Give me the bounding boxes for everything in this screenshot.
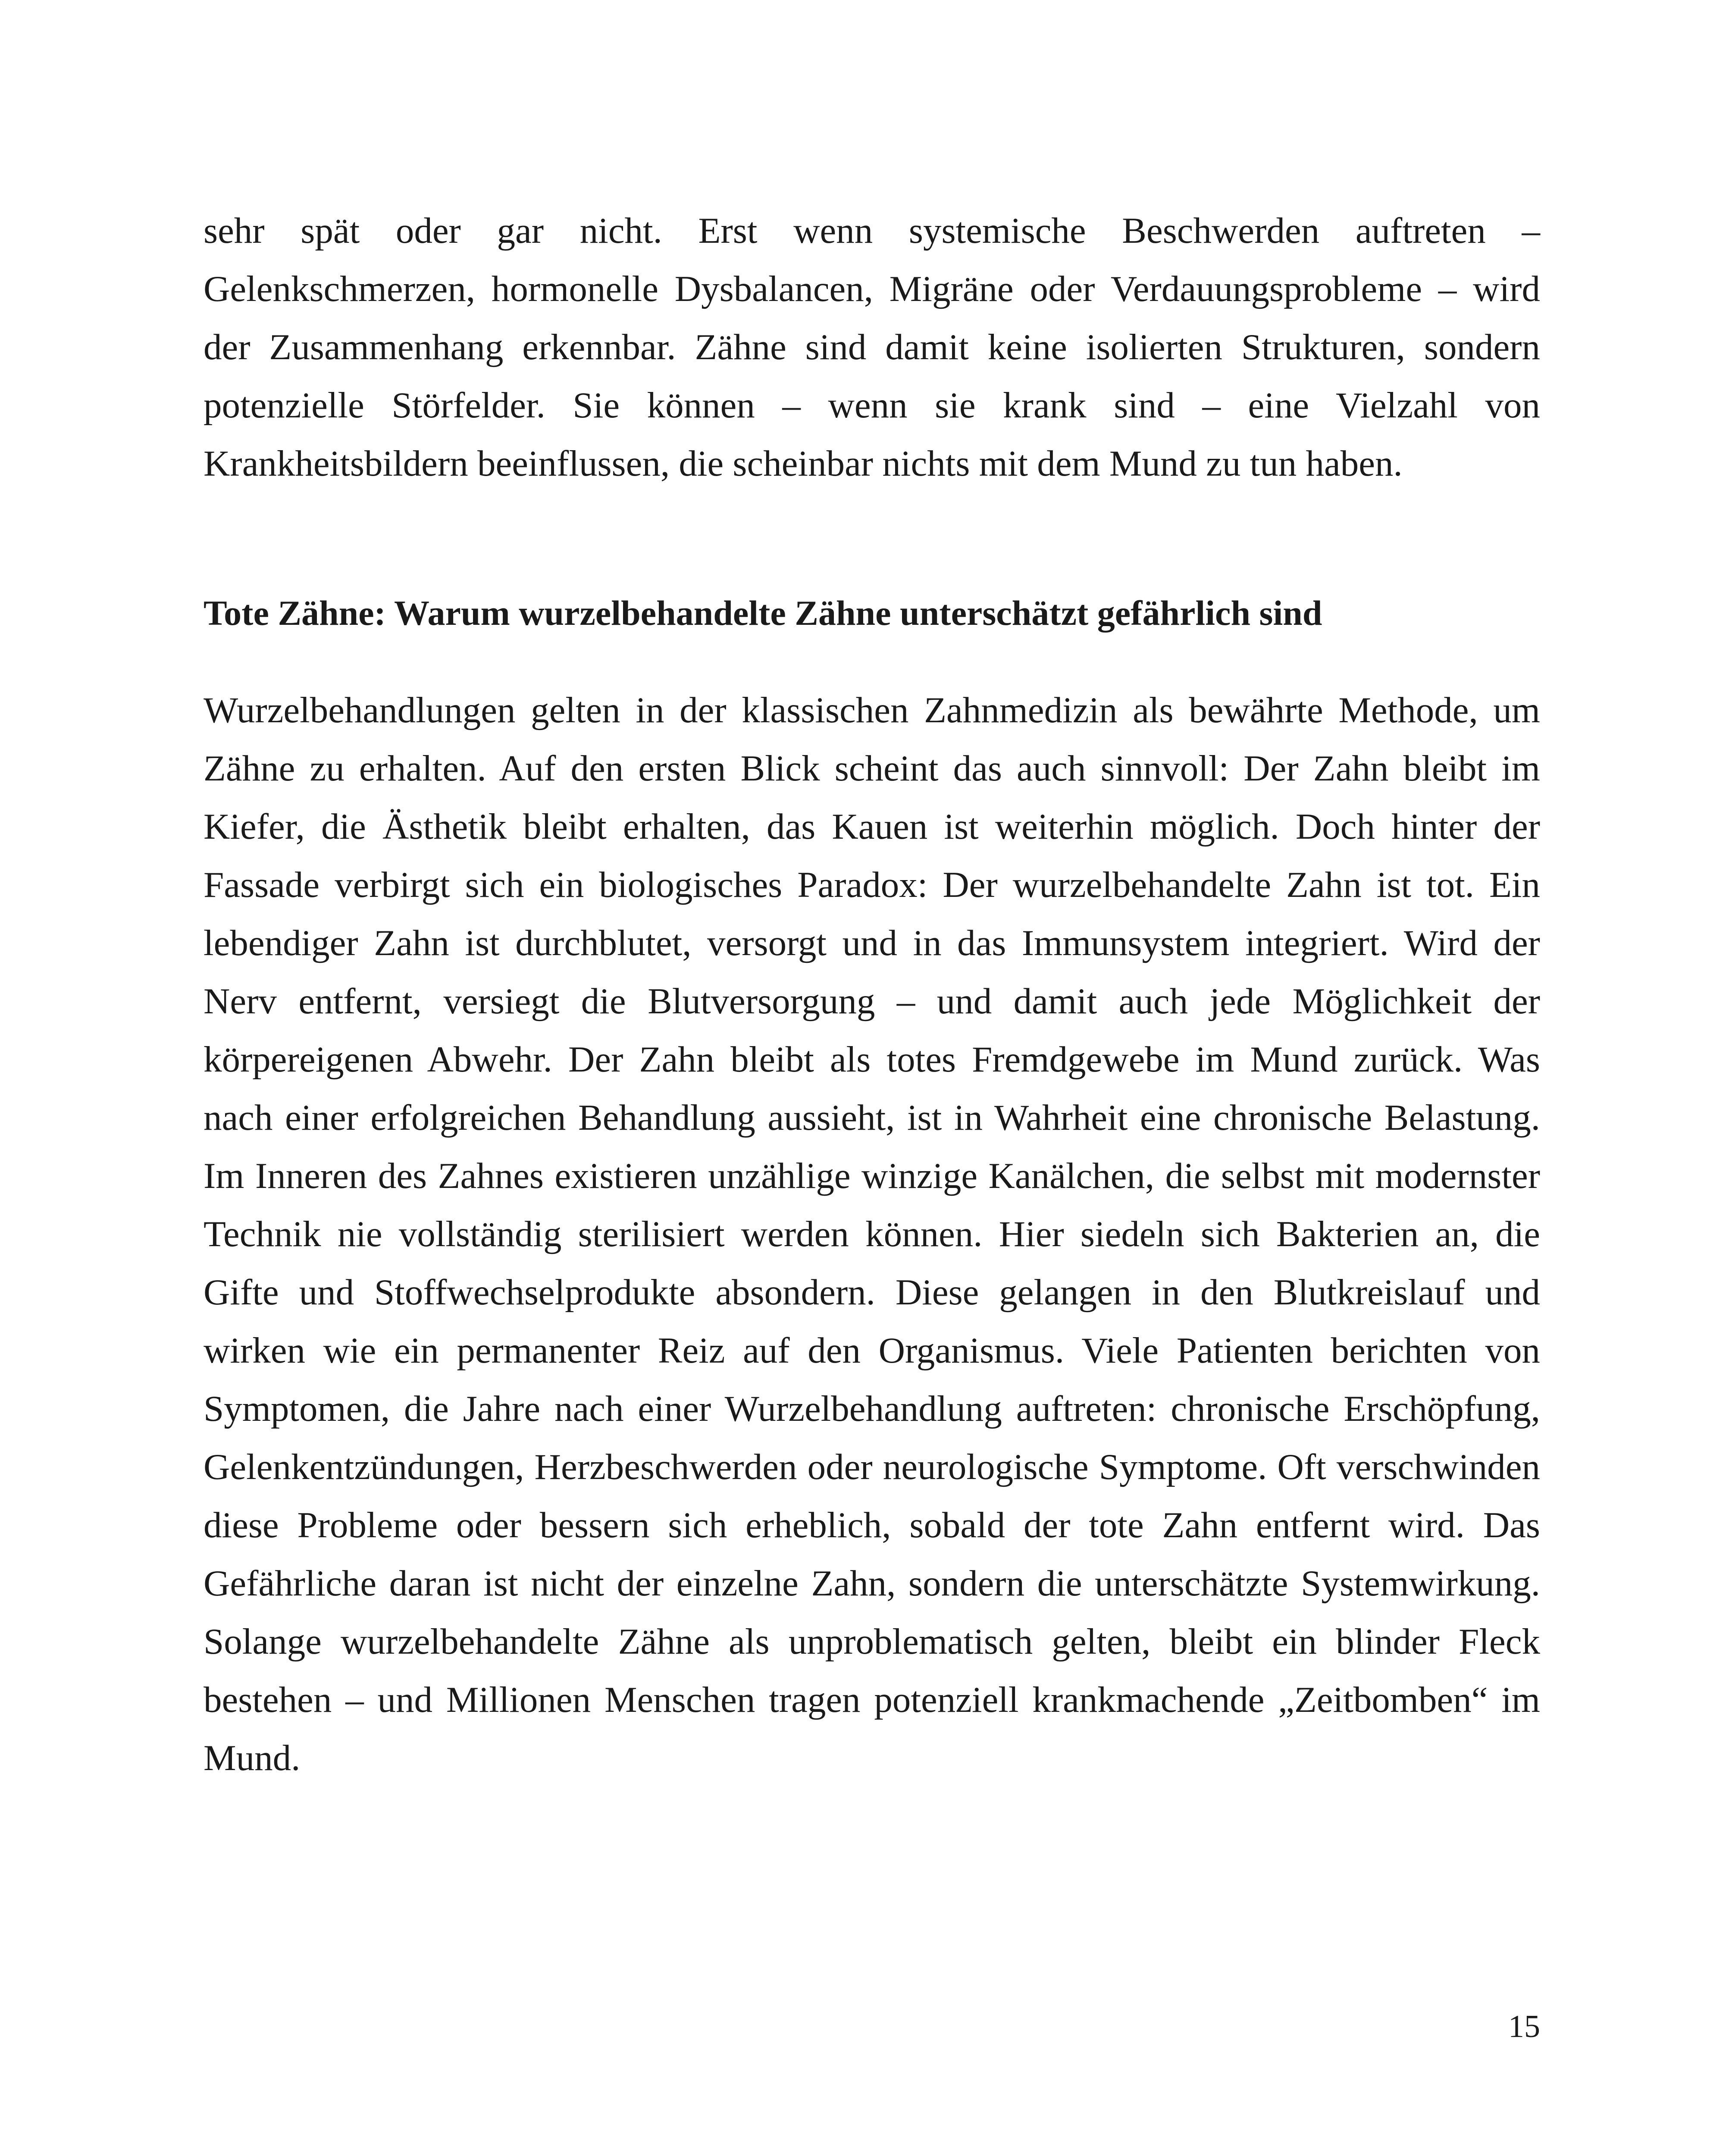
- body-paragraph-2: Wurzelbehandlungen gelten in der klassischen Zahnmedizin als bewährte Methode, um Zähne zu erhalten. Auf den ersten Blick scheint das auch sinnvoll: Der Zahn bleibt im Kiefer, die Ästhetik bleibt erhalten, das Kauen ist weiterhin möglich. Doch hinter der Fassade verbirgt sich ein biologisches Paradox: Der wurzelbehandelte Zahn ist tot. Ein lebendiger Zahn ist durchblutet, versorgt und in das Immunsystem integriert. Wird der Nerv entfernt, versiegt die Blutversorgung – und damit auch jede Möglichkeit der körpereigenen Abwehr. Der Zahn bleibt als totes Fremdgewebe im Mund zurück. Was nach einer erfolgreichen Behandlung aussieht, ist in Wahrheit eine chronische Belastung. Im Inneren des Zahnes existieren unzählige winzige Kanälchen, die selbst mit modernster Technik nie vollständig sterilisiert werden können. Hier siedeln sich Bakterien an, die Gifte und Stoffwechselprodukte absondern. Diese gelangen in den Blutkreislauf und wirken wie ein permanenter Reiz auf den Organismus. Viele Patienten berichten von Symptomen, die Jahre nach einer Wurzelbehandlung auftreten: chronische Erschöpfung, Gelenkentzündungen, Herzbeschwerden oder neurologische Symptome. Oft verschwinden diese Probleme oder bessern sich erheblich, sobald der tote Zahn entfernt wird. Das Gefährliche daran ist nicht der einzelne Zahn, sondern die unterschätzte Systemwirkung. Solange wurzelbehandelte Zähne als unproblematisch gelten, bleibt ein blinder Fleck bestehen – und Millionen Menschen tragen potenziell krankmachende „Zeitbomben“ im Mund.: [204, 690, 1540, 1778]
- section-heading: Tote Zähne: Warum wurzelbehandelte Zähne unterschätzt gefährlich sind: [204, 593, 1322, 633]
- page-number: 15: [1508, 2009, 1540, 2044]
- body-paragraph-1: sehr spät oder gar nicht. Erst wenn systemische Beschwerden auftreten – Gelenkschmerzen, hormonelle Dysbalancen, Migräne oder Verdauungsprobleme – wird der Zusammenhang erkennbar. Zähne sind damit keine isolierten Strukturen, sondern potenzielle Störfelder. Sie können – wenn sie krank sind – eine Vielzahl von Krankheitsbildern beeinflussen, die scheinbar nichts mit dem Mund zu tun haben.: [204, 210, 1540, 484]
